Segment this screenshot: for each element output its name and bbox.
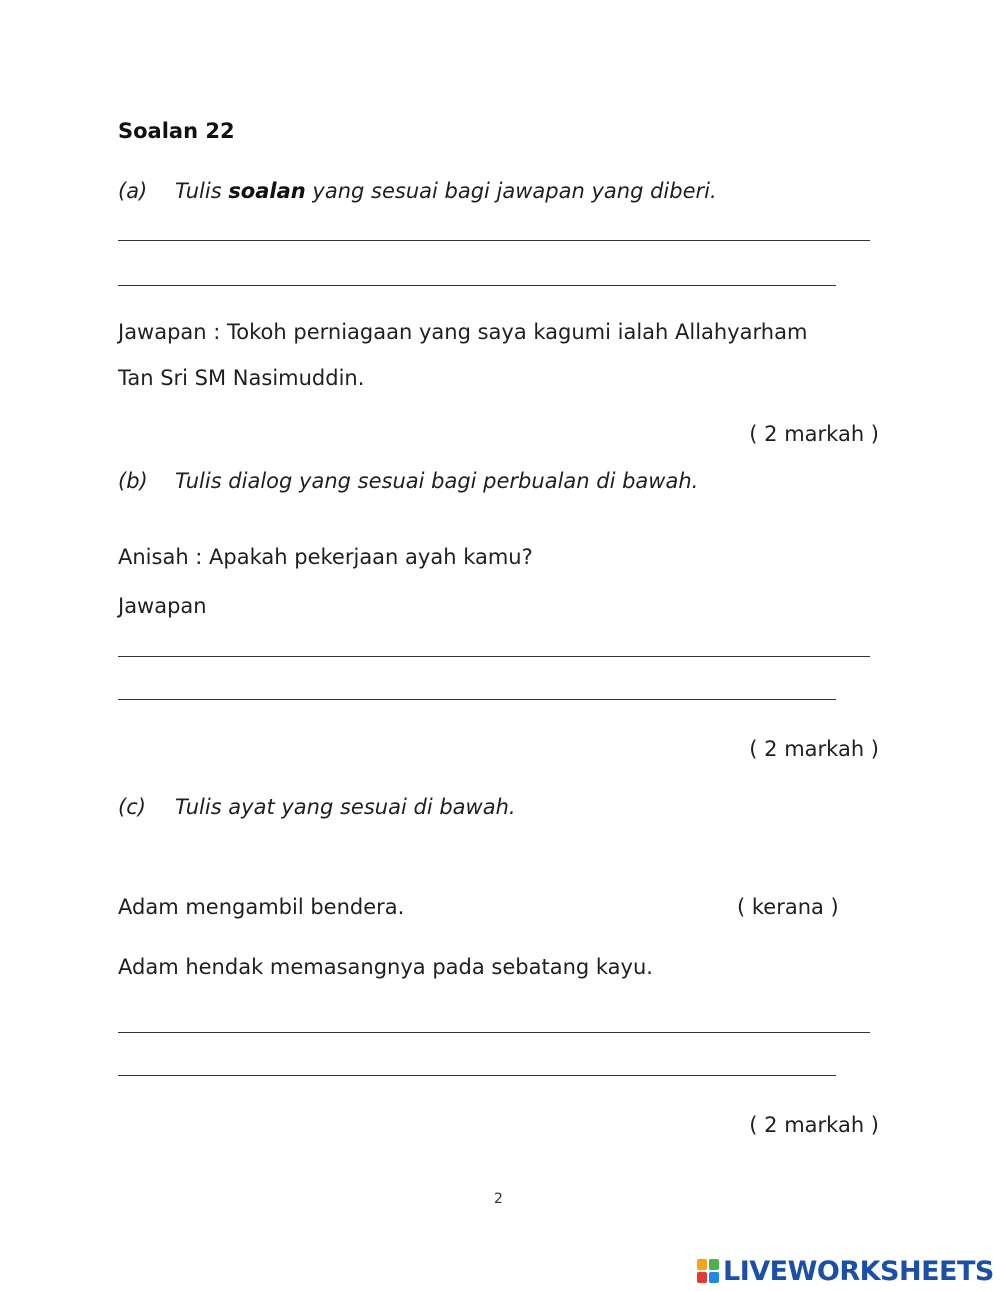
part-c-instruction: Tulis ayat yang sesuai di bawah. [175,795,516,819]
answer-line-b1[interactable] [118,656,870,657]
liveworksheets-logo[interactable] [697,1255,994,1287]
part-c-sentence2: Adam hendak memasangnya pada sebatang kayu. [118,955,653,979]
liveworksheets-logo-icon [697,1259,719,1283]
answer-line-c2[interactable] [118,1075,836,1076]
part-b-marks: ( 2 markah ) [749,737,879,761]
answer-line-a2[interactable] [118,285,836,286]
answer-line-b2[interactable] [118,699,836,700]
part-b-instruction: Tulis dialog yang sesuai bagi perbualan di bawah. [175,469,699,493]
part-c-label: (c) [118,795,146,819]
part-c-marks: ( 2 markah ) [749,1113,879,1137]
answer-line-a1[interactable] [118,240,870,241]
part-c-sentence1: Adam mengambil bendera. [118,895,405,919]
part-a-answer-line2: Tan Sri SM Nasimuddin. [118,366,365,390]
part-b-answer-label: Jawapan [118,594,207,618]
part-a-instruction-bold: soalan [228,179,306,203]
part-b-dialogue: Anisah : Apakah pekerjaan ayah kamu? [118,545,533,569]
question-title: Soalan 22 [118,119,235,143]
part-b-label: (b) [118,469,148,493]
part-c-conjunction: ( kerana ) [737,895,839,919]
page-number: 2 [494,1191,503,1207]
answer-line-c1[interactable] [118,1032,870,1033]
part-a-instruction: Tulis soalan yang sesuai bagi jawapan yang diberi. [175,179,717,203]
part-a-label: (a) [118,179,148,203]
part-a-answer-line1: Jawapan : Tokoh perniagaan yang saya kagumi ialah Allahyarham [118,320,808,344]
part-a-marks: ( 2 markah ) [749,422,879,446]
liveworksheets-logo-text: LIVEWORKSHEETS [723,1255,994,1287]
